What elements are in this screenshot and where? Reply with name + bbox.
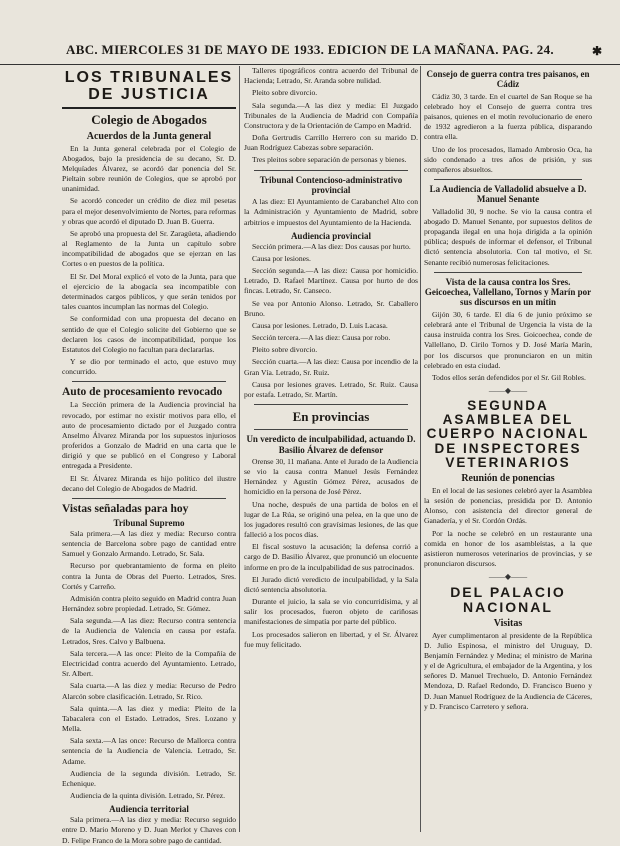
paragraph: En la Junta general celebrada por el Colegio de Abogados, bajo la presidencia de su decano, Sr. D. Melquíades Álvarez, se acordó dar ponencia del Sr. Pieltain sobre reunión de Colegios, que se aprobó por unanimidad. — [62, 143, 236, 194]
paragraph: Recurso por quebrantamiento de forma en pleito contra la Junta de Obras del Puerto. Letrados, Sres. Cortés y Carreño. — [62, 561, 236, 591]
paragraph: Sala quinta.—A las diez y media: Pleito de la Tabacalera con el Estado. Letrados, Sres. Lozano y Mella. — [62, 703, 236, 734]
heading-audiencia-provincial: Audiencia provincial — [290, 230, 372, 241]
paragraph: Doña Gertrudis Carrillo Herrero con su marido D. Juan Rodríguez Cabezas sobre separación. — [244, 133, 418, 153]
paragraph: Se vea por Antonio Alonso. Letrado, Sr. Caballero Bruno. — [244, 298, 418, 318]
paragraph: Sala primera.—A las diez y media: Recurso seguido entre D. Mario Moreno y D. Juan Merlot y Chaves con D. Felipe Franco de la Mora sobre pago de cantidad. — [62, 815, 236, 845]
paragraph: La Sección primera de la Audiencia provincial ha revocado, por estimar no existir motivos para ello, el auto de procesamiento dictado por el Juzgado contra Anselmo Álvarez Miranda por los supuestos injuriosos proferidos a Gonzalo de Madrid en una carta que le dirigió y que se publicó en el Congreso y Laboral entregada a Presidente. — [62, 400, 236, 471]
paragraph: Causa por lesiones graves. Letrado, Sr. Ruiz. Causa por estafa. Letrado, Sr. Martín. — [244, 379, 418, 399]
paragraph: Sección segunda.—A las diez: Causa por homicidio. Letrado, D. Rafael Martínez. Causa por hurto de dos fincas. Letrado, Sr. Canseco. — [244, 266, 418, 296]
paragraph: Sala primera.—A las diez y media: Recurso contra sentencia de Barcelona sobre pago de cantidad entre Samuel y Gonzalo Armando. Letrado, Sr. Sala. — [62, 528, 236, 559]
paragraph: Sala segunda.—A las diez: Recurso contra sentencia de la Audiencia de Valencia en causa por estafa. Letrados, Sres. Calvo y Balbuena. — [62, 616, 236, 646]
title-asamblea: SEGUNDA ASAMBLEA DEL CUERPO NACIONAL DE INSPECTORES VETERINARIOS — [426, 398, 590, 470]
paragraph: Sección cuarta.—A las diez: Causa por incendio de la Gran Vía. Letrado, Sr. Ruiz. — [244, 357, 418, 377]
paragraph: El Sr. Álvarez Miranda es hijo político del ilustre decano del Colegio de Abogados de Madrid. — [62, 473, 236, 493]
paragraph: Cádiz 30, 3 tarde. En el cuartel de San Roque se ha celebrado hoy el Consejo de guerra contra tres paisanos, quienes en el motín revolucionario de enero de 1932 agredieron a la fuerza pública, disparando contra ella. — [424, 91, 592, 142]
paragraph: Sección primera.—A las diez: Dos causas por hurto. — [252, 241, 411, 251]
paragraph: Talleres tipográficos contra acuerdo del Tribunal de Hacienda; Letrado, Sr. Aranda sobre nulidad. — [244, 66, 418, 86]
paragraph: Se conformidad con una propuesta del decano en sentido de que el Colegio solicite del Gobierno que se declaren los casos de incompatibilidad, porque los Estatutos del Colegio no facultan para declararlas. — [62, 314, 236, 354]
paragraph: Ayer cumplimentaron al presidente de la República D. Julio Espinosa, el ministro del Uruguay, D. Benjamín Fernández y Medina; el ministro de Marina y el de Agricultura, el embajador de la Argentina, y los señores D. Manuel Trechuelo, D. Antonio Fernández Mendoza, D. Rafael Redondo, D. Francisco Bueno y D. Juan Manuel Rodríguez de la Audiencia de Cáceres, y D. Francisco Carretero y señora. — [424, 630, 592, 711]
paragraph: Admisión contra pleito seguido en Madrid contra Juan Hernández sobre propiedad. Letrado, Sr. Gómez. — [62, 593, 236, 614]
paragraph: Valladolid 30, 9 noche. Se vio la causa contra el abogado D. Manuel Senante, por supuestos delitos de propaganda ilegal en una hoja dirigida a la opinión pública; después de informar el defensor, el Tribunal dictó sentencia absolutoria. Con tal motivo, el Sr. Senante recibió numerosas felicitaciones. — [424, 206, 592, 267]
corner-mark: ✱ — [591, 44, 602, 58]
divider — [72, 498, 226, 499]
paragraph: Una noche, después de una partida de bolos en el lugar de La Rúa, se originó una pelea, en la que uno de los jugadores resultó con gravísimas lesiones, de las que falleció a los pocos días. — [244, 499, 418, 540]
paragraph: El Jurado dictó veredicto de inculpabilidad, y la Sala dictó sentencia absolutoria. — [244, 574, 418, 594]
heading-vista-causa: Vista de la causa contra los Sres. Geicoechea, Vallellano, Tornos y Marín por sus discursos en un mitin — [424, 276, 592, 308]
paragraph: Los procesados salieron en libertad, y el Sr. Álvarez fue muy felicitado. — [244, 629, 418, 649]
column-3 — [424, 66, 592, 836]
section-title-tribunales: LOS TRIBUNALES DE JUSTICIA — [64, 69, 234, 103]
paragraph: Orense 30, 11 mañana. Ante el Jurado de la Audiencia se vio la causa contra Manuel Jesús Fernández Hernández y Agustín Gómez Pérez, acusados de homicidio en la persona de José Pérez. — [244, 456, 418, 497]
paragraph: En el local de las sesiones celebró ayer la Asamblea la sesión de ponencias, presidida por D. Antonio Alonso, con asistencia del director general de Ganadería, y el Sr. Cordón Ordás. — [424, 485, 592, 526]
subheading-visitas: Visitas — [493, 617, 523, 629]
divider — [434, 179, 582, 180]
paragraph: Sección tercera.—A las diez: Causa por robo. — [252, 333, 391, 343]
column-1 — [62, 66, 236, 845]
divider — [254, 404, 408, 405]
paragraph: Durante el juicio, la sala se vio concurridísima, y al salir los procesados, fueron objeto de cariñosas manifestaciones de simpatía por parte del público. — [244, 597, 418, 627]
paragraph: El Sr. Del Moral explicó el voto de la Junta, para que el ejercicio de la abogacía sea incompatible con determinados cargos públicos, y que serán tenidos por tales cuantos incumplan las normas del Colegio. — [62, 271, 236, 312]
paragraph: Uno de los procesados, llamado Ambrosio Oca, ha sido condenado a tres años de prisión, y sus compañeros absueltos. — [424, 144, 592, 174]
column-rule-2 — [420, 66, 421, 832]
divider — [72, 381, 226, 382]
divider — [254, 429, 408, 430]
paragraph: Audiencia de la segunda división. Letrado, Sr. Echenique. — [62, 768, 236, 788]
heading-en-provincias: En provincias — [292, 409, 370, 425]
column-rule-1 — [239, 66, 240, 832]
court-name: Tribunal Supremo — [113, 517, 185, 528]
subheading-acuerdos: Acuerdos de la Junta general — [86, 130, 212, 142]
heading-contencioso: Tribunal Contencioso-administrativo provincial — [259, 174, 403, 195]
ornament-divider: ——◆—— — [488, 386, 528, 396]
court-name: Audiencia territorial — [109, 804, 189, 815]
paragraph: Pleito sobre divorcio. — [252, 88, 318, 98]
paragraph: A las diez: El Ayuntamiento de Carabanchel Alto con la Administración y Ayuntamiento de Madrid, sobre arbitrios e impuestos del Ayuntamiento de la Hacienda. — [244, 197, 418, 227]
heading-consejo-guerra: Consejo de guerra contra tres paisanos, en Cádiz — [426, 69, 590, 90]
heading-auto-procesamiento: Auto de procesamiento revocado — [62, 386, 223, 399]
paragraph: El fiscal sostuvo la acusación; la defensa corrió a cargo de D. Basilio Álvarez, que pronunció un elocuente informe en pro de la inculpabilidad de sus patrocinados. — [244, 542, 418, 572]
paragraph: Tres pleitos sobre separación de personas y bienes. — [252, 155, 407, 165]
subheading-ponencias: Reunión de ponencias — [461, 472, 555, 484]
divider — [434, 272, 582, 273]
paragraph: Sala tercera.—A las once: Pleito de la Compañía de Electricidad contra acuerdo del Ayuntamiento. Letrado, Sr. Albert. — [62, 648, 236, 679]
paragraph: Sala sexta.—A las once: Recurso de Mallorca contra sentencia de la Audiencia de Valencia. Letrado, Sr. Adame. — [62, 736, 236, 766]
paragraph: Se aprobó una propuesta del Sr. Zaragüeta, añadiendo al Reglamento de la Junta un capítulo sobre incompatibilidad de abogados que se ejerzan en las Cortes o en puestos de la política. — [62, 228, 236, 269]
paragraph: Audiencia de la quinta división. Letrado, Sr. Pérez. — [70, 791, 225, 801]
paragraph: Sala cuarta.—A las diez y media: Recurso de Pedro Alarcón sobre clasificación. Letrado, Sr. Rico. — [62, 681, 236, 701]
paragraph: Gijón 30, 6 tarde. El día 6 de junio próximo se celebrará ante el Tribunal de Urgencia la vista de la causa instruida contra los Sres. Goicoechea, conde de Vallellano, D. Cirilo Tornos y D. José María Marín, por los discursos que pronunciaron en un mitin celebrado en esta ciudad. — [424, 309, 592, 370]
heading-valladolid: La Audiencia de Valladolid absuelve a D. Manuel Senante — [429, 184, 587, 205]
paragraph: Sala segunda.—A las diez y media: El Juzgado Tribunales de la Audiencia de Madrid con Compañía Constructora y de la Orientación de Campo en Madrid. — [244, 100, 418, 130]
divider — [62, 107, 236, 109]
divider — [254, 170, 408, 171]
paragraph: Todos ellos serán defendidos por el Sr. Gil Robles. — [432, 372, 586, 382]
paragraph: Causa por lesiones. — [252, 253, 311, 263]
paragraph: Se acordó conceder un crédito de diez mil pesetas para el mejor desenvolvimiento de Nortes, para reformas y obras que acordó el diputado D. Juan B. Guerra. — [62, 196, 236, 226]
heading-vistas: Vistas señaladas para hoy — [62, 502, 189, 515]
ornament-divider: ——◆—— — [488, 572, 528, 582]
paragraph: Causa por lesiones. Letrado, D. Luis Lacasa. — [252, 320, 388, 330]
subheading-veredicto: Un veredicto de inculpabilidad, actuando D. Basilio Álvarez de defensor — [246, 434, 416, 455]
heading-colegio: Colegio de Abogados — [91, 111, 207, 127]
paragraph: Por la noche se celebró en un restaurante una comida en honor de los asambleístas, a la que asistieron numerosos veterinarios de provincias, y se pronunciaron discursos. — [424, 528, 592, 569]
paragraph: Pleito sobre divorcio. — [252, 345, 318, 355]
page-header: ABC. MIERCOLES 31 DE MAYO DE 1933. EDICION DE LA MAÑANA. PAG. 24. — [0, 42, 620, 65]
paragraph: Y se dio por terminado el acto, que estuvo muy concurrido. — [62, 357, 236, 377]
title-palacio: DEL PALACIO NACIONAL — [450, 584, 566, 615]
column-2 — [244, 66, 418, 836]
